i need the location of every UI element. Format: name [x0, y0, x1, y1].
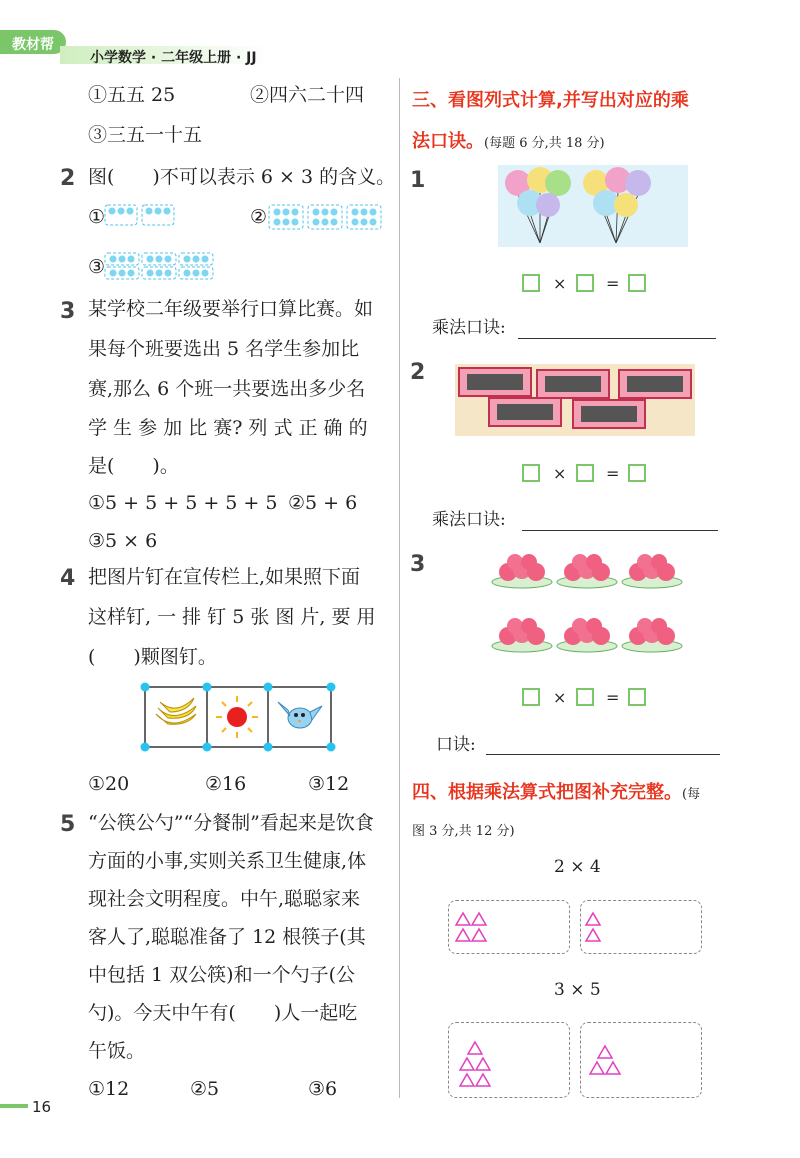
q3-option-2: ②5 + 6 — [288, 492, 358, 514]
item-1-label: 乘法口诀: — [432, 318, 506, 338]
answer-box[interactable] — [522, 688, 540, 706]
q2-opt2-label: ② — [250, 206, 268, 228]
answer-box[interactable] — [576, 464, 594, 482]
equals-sign: = — [606, 688, 620, 707]
section-4-title — [412, 778, 700, 804]
expression-2: 3 × 5 — [554, 980, 601, 1000]
answer-line[interactable] — [486, 754, 720, 755]
q3-line: 某学校二年级要举行口算比赛。如 — [88, 298, 374, 320]
q2-opt2-figure — [268, 204, 384, 230]
page-number-bar — [0, 1104, 28, 1108]
pinboard-figure — [138, 680, 338, 752]
item-3-label: 口诀: — [436, 735, 476, 755]
apple-plates-figure — [490, 548, 690, 664]
q4-option-3: ③12 — [308, 773, 350, 795]
q1-option-3: ③三五一十五 — [88, 124, 203, 146]
column-divider — [399, 78, 400, 1098]
q4-line: 把图片钉在宣传栏上,如果照下面 — [88, 566, 361, 588]
q5-line: 方面的小事,实则关系卫生健康,体 — [88, 850, 367, 872]
q3-number: 3 — [60, 299, 76, 324]
q3-line: 学 生 参 加 比 赛? 列 式 正 确 的 — [88, 417, 368, 439]
q2-number: 2 — [60, 166, 76, 191]
q5-line: 客人了,聪聪准备了 12 根筷子(其 — [88, 926, 366, 948]
item-3-number: 3 — [410, 552, 426, 577]
answer-box[interactable] — [522, 274, 540, 292]
q5-number: 5 — [60, 812, 76, 837]
triangles-group — [458, 1040, 494, 1088]
answer-box[interactable] — [522, 464, 540, 482]
q2-opt1-label: ① — [88, 206, 106, 228]
section-4-title-text: 四、根据乘法算式把图补充完整。 — [412, 782, 682, 803]
q1-option-1: ①五五 25 — [88, 84, 176, 106]
section-3-title-cont — [412, 127, 605, 153]
q4-option-2: ②16 — [205, 773, 247, 795]
item-2-label: 乘法口诀: — [432, 510, 506, 530]
section-3-title: 三、看图列式计算,并写出对应的乘 — [412, 90, 689, 111]
q5-line: “公筷公勺”“分餐制”看起来是饮食 — [88, 812, 374, 834]
q3-option-1: ①5 + 5 + 5 + 5 + 5 — [88, 492, 278, 514]
q4-line: 这样钉, 一 排 钉 5 张 图 片, 要 用 — [88, 606, 376, 628]
section-3-note: (每题 6 分,共 18 分) — [484, 136, 605, 151]
answer-box[interactable] — [628, 274, 646, 292]
q3-line: 是( )。 — [88, 455, 179, 477]
triangles-group — [584, 910, 604, 944]
section-4-note-cont: 图 3 分,共 12 分) — [412, 824, 515, 839]
balloons-figure — [498, 165, 688, 247]
section-3-title-line2: 法口诀。 — [412, 131, 484, 152]
q2-opt3-label: ③ — [88, 256, 106, 278]
q4-line: ( )颗图钉。 — [88, 646, 217, 668]
q4-number: 4 — [60, 566, 76, 591]
q1-option-2: ②四六二十四 — [250, 84, 365, 106]
triangles-group — [454, 910, 490, 944]
answer-box[interactable] — [576, 274, 594, 292]
q5-line: 勺)。今天中午有( )人一起吃 — [88, 1002, 358, 1024]
q2-text: 图( )不可以表示 6 × 3 的含义。 — [88, 166, 396, 188]
photo-frames-figure — [455, 364, 695, 436]
answer-box[interactable] — [576, 688, 594, 706]
answer-box[interactable] — [628, 464, 646, 482]
q3-option-3: ③5 × 6 — [88, 530, 158, 552]
times-sign: × — [553, 688, 567, 707]
q5-option-2: ②5 — [190, 1078, 220, 1100]
times-sign: × — [553, 274, 567, 293]
answer-box[interactable] — [628, 688, 646, 706]
page-number: 16 — [32, 1098, 52, 1116]
q3-line: 赛,那么 6 个班一共要选出多少名 — [88, 378, 366, 400]
triangles-group — [588, 1044, 624, 1078]
expression-1: 2 × 4 — [554, 857, 601, 877]
q5-option-3: ③6 — [308, 1078, 338, 1100]
q5-line: 现社会文明程度。中午,聪聪家来 — [88, 888, 361, 910]
q5-option-1: ①12 — [88, 1078, 130, 1100]
item-1-number: 1 — [410, 168, 426, 193]
q4-option-1: ①20 — [88, 773, 130, 795]
q3-line: 果每个班要选出 5 名学生参加比 — [88, 338, 360, 360]
q5-line: 午饭。 — [88, 1040, 146, 1062]
header-tag: 教材帮 — [12, 37, 54, 53]
equals-sign: = — [606, 274, 620, 293]
header-title: 小学数学 · 二年级上册 · JJ — [90, 50, 257, 66]
answer-line[interactable] — [518, 338, 716, 339]
q2-opt1-figure — [104, 204, 176, 226]
answer-line[interactable] — [522, 530, 718, 531]
section-4-note: (每 — [682, 787, 701, 802]
times-sign: × — [553, 464, 567, 483]
q2-opt3-figure — [104, 252, 214, 280]
q5-line: 中包括 1 双公筷)和一个勺子(公 — [88, 964, 355, 986]
equals-sign: = — [606, 464, 620, 483]
item-2-number: 2 — [410, 360, 426, 385]
